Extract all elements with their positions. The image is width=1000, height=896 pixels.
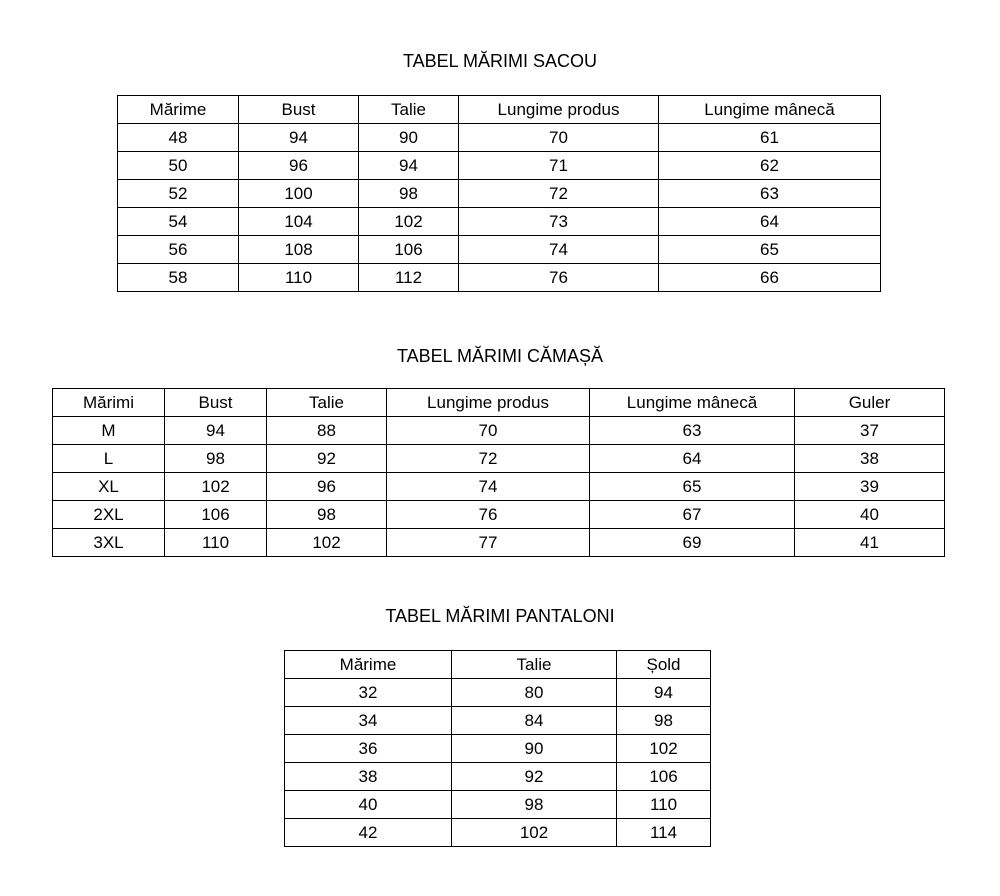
- table-cell: 106: [165, 501, 267, 529]
- table-row: [118, 152, 881, 180]
- column-header: Mărime: [285, 651, 452, 679]
- table-cell: 102: [267, 529, 387, 557]
- pantaloni-table-title: TABEL MĂRIMI PANTALONI: [385, 606, 615, 626]
- table-cell: 34: [285, 707, 452, 735]
- table-cell: 73: [459, 208, 659, 236]
- table-cell: XL: [53, 473, 165, 501]
- table-cell: 50: [118, 152, 239, 180]
- column-header: Lungime mânecă: [659, 96, 881, 124]
- table-row: [118, 264, 881, 292]
- table-cell: 100: [239, 180, 359, 208]
- table-cell: 76: [387, 501, 590, 529]
- pantaloni-size-table: [284, 650, 711, 847]
- column-header: Bust: [165, 389, 267, 417]
- table-cell: 76: [459, 264, 659, 292]
- table-cell: 38: [285, 763, 452, 791]
- table-row: [118, 236, 881, 264]
- column-header: Mărime: [118, 96, 239, 124]
- table-cell: 74: [387, 473, 590, 501]
- table-cell: 32: [285, 679, 452, 707]
- table-cell: L: [53, 445, 165, 473]
- table-cell: 39: [795, 473, 945, 501]
- table-cell: 98: [267, 501, 387, 529]
- column-header: Guler: [795, 389, 945, 417]
- column-header: Bust: [239, 96, 359, 124]
- table-row: [285, 679, 711, 707]
- table-cell: M: [53, 417, 165, 445]
- table-row: [118, 180, 881, 208]
- table-cell: 102: [359, 208, 459, 236]
- column-header: Lungime mânecă: [590, 389, 795, 417]
- table-cell: 54: [118, 208, 239, 236]
- table-cell: 88: [267, 417, 387, 445]
- table-row: [53, 445, 945, 473]
- table-cell: 84: [452, 707, 617, 735]
- table-cell: 112: [359, 264, 459, 292]
- table-cell: 90: [452, 735, 617, 763]
- table-cell: 63: [659, 180, 881, 208]
- camasa-size-table: [52, 388, 945, 557]
- table-cell: 70: [459, 124, 659, 152]
- table-cell: 92: [452, 763, 617, 791]
- table-cell: 94: [617, 679, 711, 707]
- table-cell: 69: [590, 529, 795, 557]
- column-header: Șold: [617, 651, 711, 679]
- sacou-size-table: [117, 95, 881, 292]
- table-header-row: [118, 96, 881, 124]
- table-cell: 2XL: [53, 501, 165, 529]
- table-cell: 74: [459, 236, 659, 264]
- table-cell: 65: [590, 473, 795, 501]
- table-cell: 64: [659, 208, 881, 236]
- table-row: [118, 208, 881, 236]
- table-cell: 106: [359, 236, 459, 264]
- table-cell: 61: [659, 124, 881, 152]
- table-cell: 92: [267, 445, 387, 473]
- table-cell: 98: [165, 445, 267, 473]
- table-cell: 36: [285, 735, 452, 763]
- table-cell: 96: [267, 473, 387, 501]
- table-cell: 56: [118, 236, 239, 264]
- table-row: [285, 763, 711, 791]
- table-cell: 65: [659, 236, 881, 264]
- column-header: Talie: [452, 651, 617, 679]
- column-header: Lungime produs: [387, 389, 590, 417]
- table-cell: 94: [359, 152, 459, 180]
- table-cell: 98: [359, 180, 459, 208]
- table-row: [285, 707, 711, 735]
- table-cell: 71: [459, 152, 659, 180]
- table-cell: 94: [165, 417, 267, 445]
- table-cell: 41: [795, 529, 945, 557]
- camasa-table-title: TABEL MĂRIMI CĂMAȘĂ: [396, 346, 604, 366]
- table-cell: 102: [617, 735, 711, 763]
- table-cell: 67: [590, 501, 795, 529]
- table-row: [53, 473, 945, 501]
- table-cell: 104: [239, 208, 359, 236]
- table-cell: 3XL: [53, 529, 165, 557]
- table-cell: 40: [795, 501, 945, 529]
- column-header: Mărimi: [53, 389, 165, 417]
- column-header: Talie: [359, 96, 459, 124]
- table-header-row: [53, 389, 945, 417]
- table-cell: 110: [239, 264, 359, 292]
- table-cell: 102: [452, 819, 617, 847]
- table-cell: 72: [387, 445, 590, 473]
- table-cell: 70: [387, 417, 590, 445]
- table-cell: 48: [118, 124, 239, 152]
- table-cell: 40: [285, 791, 452, 819]
- table-cell: 102: [165, 473, 267, 501]
- table-cell: 63: [590, 417, 795, 445]
- table-cell: 58: [118, 264, 239, 292]
- table-row: [285, 819, 711, 847]
- table-cell: 37: [795, 417, 945, 445]
- table-row: [53, 529, 945, 557]
- table-cell: 98: [617, 707, 711, 735]
- column-header: Lungime produs: [459, 96, 659, 124]
- table-cell: 72: [459, 180, 659, 208]
- column-header: Talie: [267, 389, 387, 417]
- table-row: [285, 735, 711, 763]
- table-row: [53, 417, 945, 445]
- table-cell: 96: [239, 152, 359, 180]
- table-cell: 77: [387, 529, 590, 557]
- table-cell: 90: [359, 124, 459, 152]
- table-cell: 98: [452, 791, 617, 819]
- table-cell: 94: [239, 124, 359, 152]
- table-cell: 52: [118, 180, 239, 208]
- table-row: [118, 124, 881, 152]
- table-cell: 64: [590, 445, 795, 473]
- table-cell: 62: [659, 152, 881, 180]
- table-cell: 80: [452, 679, 617, 707]
- table-cell: 108: [239, 236, 359, 264]
- table-cell: 66: [659, 264, 881, 292]
- table-header-row: [285, 651, 711, 679]
- table-cell: 114: [617, 819, 711, 847]
- table-row: [285, 791, 711, 819]
- table-cell: 42: [285, 819, 452, 847]
- table-row: [53, 501, 945, 529]
- sacou-table-title: TABEL MĂRIMI SACOU: [402, 51, 598, 71]
- table-cell: 38: [795, 445, 945, 473]
- table-cell: 110: [165, 529, 267, 557]
- table-cell: 110: [617, 791, 711, 819]
- table-cell: 106: [617, 763, 711, 791]
